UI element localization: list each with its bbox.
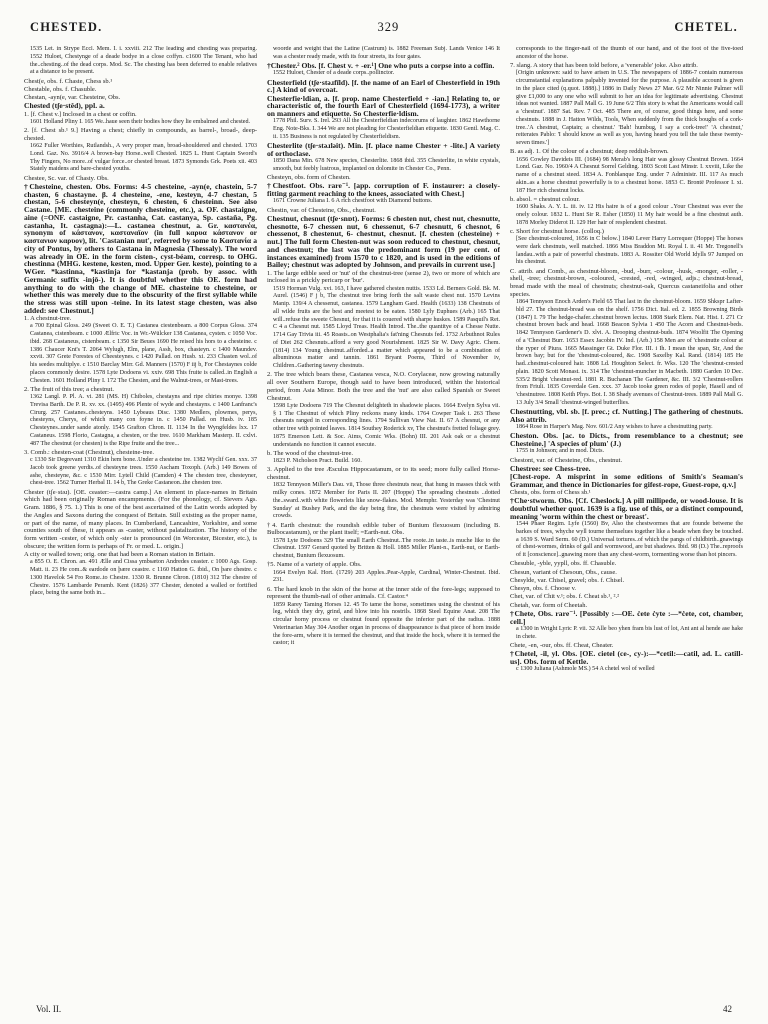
dictionary-entry: Chesterfie·ldian, a. [f. prop. name Chesterfield + -ian.] Relating to, or characteristic of, the fourth Earl of Chesterfield (1694-1773), a writer on manners and etiquette. So Chesterfie·ldism. xyxy=(267,93,500,118)
definition-paragraph: 7. slang. A story that has been told before, a 'venerable' joke. Also attrib. xyxy=(510,62,698,69)
definition-paragraph: Chester (tʃe·stəɹ). [OE. ceaster:—castra camp.] An element in place-names in Britain which had been originally Roman encampments. (For the phonology, cf. Sievers Ags. Gram. 1886, § 75. 1.) This is one of the best ascertained of the Latin words adopted by the Angles and Saxons during the conquest of Britain. Still existing as the proper name, or part of the name, of many places. In Cumberland, Lancashire, Yorkshire, and some counties south of these, it appears as -caster, without palatalization. The history of the form written -cester, of which only -ster is pronounced (in Worcester, Bicester, etc.), is obscure; the written form is perhaps of Fr. or med. L. origin.] xyxy=(24,488,257,550)
running-header xyxy=(24,20,744,42)
definition-paragraph: Chesteyn, obs. form of Chesten. xyxy=(267,174,351,181)
definition-paragraph: Chesuble, -yble, yypll, obs. ff. Chasuble. xyxy=(510,560,617,568)
column-1 xyxy=(24,46,257,996)
definition-paragraph: Chest(e, obs. f. Chaste, Chess sb.¹ xyxy=(24,77,113,85)
definition-paragraph: Chestin, var. of Chesteine, Obs., chestnut. xyxy=(267,206,376,214)
definition-paragraph: Chestee, Sc. var. of Chasty. Obs. xyxy=(24,174,109,182)
quotation-block: 1598 Lyte Dodoens 719 The Chesnut delighteth in shadowie places. 1664 Evelyn Sylva vii. § 1 The Chestnut of which Pliny reckons many kinds. 1764 Cowper Task i. 263 These chesnuts ranged in corresponding lines. 1794 Sullivan View Nat. II. 67 A chesnut, or any other tree with pointed leaves. 1814 Southey Roderick xv, The chestnut's fretted foliage grey. 1875 Emerson Lett. & Soc. Aims, Comic Wks. (Bohn) III. 201 Ask oak or a chestnut understands no function it cannot execute. xyxy=(273,402,500,448)
definition-paragraph: A city or walled town; orig. one that had been a Roman station in Britain. xyxy=(24,551,215,558)
definition-paragraph: 2. The fruit of this tree; a chestnut. xyxy=(24,385,114,393)
quotation-block: 1778 Phil. Surv. S. Irel. 293 All the Chesterfieldian indecorums of laughter. 1862 Hawthorne Eng. Note-Bks. I. 344 We are not pleading for Chesterfieldian etiquette. 1830 Gentl. Mag. C. ii. 135 Business is not regulated by Chesterfieldism. xyxy=(273,118,500,140)
quotation-block: 1535 Let. in Strype Eccl. Mem. I. i. xxviii. 212 The leading and chesting was preparing. 1552 Huloet, Chestynge of a deade bodye in a close coffyn. c1600 The Tenant, who had the..chesting..of the dead corps. Mod. Sc. The chesting has been deferred to enable relatives at a distance to be present. xyxy=(30,46,257,76)
definition-paragraph: 3. Applied to the tree Æsculus Hippocastanum, or to its seed; more fully called Horse-chestnut. xyxy=(267,466,500,481)
quotation-block: 1552 Huloet, Chester of a deade corps..pollinctor. xyxy=(273,70,395,77)
definition-paragraph: 6. The hard knob in the skin of the horse at the inner side of the fore-legs; supposed to represent the thumb-nail of other animals. Cf. Castor.⁴ xyxy=(267,585,500,601)
quotation-block: 1544 Phaer Regim. Lyfe (1560) Bv, Also the chestwormes that are founde betwene the barkes of trees, whyche wyll tourne themselues together like a beade when they be touched. a 1639 S. Ward Serm. 60 (D.) Universal tortures..of which the pangs of childbirth..gnawings of chest-wormes, drinks of gall and wormwood, are but shadows. Ibid. 98 (D.) The..reproofs of it [conscience]..gnawing more than any chest-worm, tormenting worse than hot pincers. xyxy=(516,521,743,558)
dictionary-entry: Chestnut, chesnut (tʃe·snɒt). Forms: 6 chesten nut, chest nut, chesnutte, chesnotte, 6-7 chessen nut, 6 chessenut, 6-7 chesnutt, 6 chesnot, 6 chessenot, 8 chestenut, 6- chestnut, chesnut. [f. chesten (chesteine) + nut.] The full form Chesten-nut was soon reduced to chestnut, chesnut, and chestnut; the last was the predominant form (19 per cent. of instances examined) from 1570 to c 1820, and is used in the editions of Bailey; chestnut was adopted by Johnson, and prevails in current use.] xyxy=(267,213,500,270)
quotation-block: 1859 Rarey Taming Horses 12. 45 To tame the horse, sometimes using the chestnut of his leg, which they dry, grind, and blow into his nostrils. 1868 Steel Equine Anat. 208 The circular horny process or chestnut found opposite the inferior part of the radius. 1888 Veterinarian May 304 Another organ in process of disappearance is that piece of horn inside the fore-arm, where it is termed the chestnut, and that inside the hock, where it is termed the castor; it xyxy=(273,601,500,647)
quotation-block: 1362 Langl. P. Pl. A. vi. 281 (MS. H) Chiboles, chestayns and ripe chiries monye. 1398 Trevisa Barth. De P. R. xv. xx. (1495) 496 Plente of wyde and chestayns. c 1400 Lanfranc's Cirurg. 257 Castanes..chesteyns. 1450 Lybeaus Disc. 1380 Medlers, plowmes, perys, chesteyns, Cherys, of which many con foyne in. c 1450 Pallad. on Husb. iv. 185 Chesteynes..under sande atonly. 1545 Grafton Chron. II. 1134 In the Wyngfeldes lxx. 17 Castaneus. 1598 Florio, Castagna, a chesten, or the tree. 1610 Markham Masterp. II. cxlvi. 487 The chestnut (or chesten) is the Ripe fruite and the tree... xyxy=(30,394,257,447)
dictionary-entry: Chested (tʃe·stĕd), ppl. a. xyxy=(24,101,105,111)
sheet-signature: 42 xyxy=(723,1004,732,1014)
definition-paragraph: 1. [f. Chest v.] Inclosed in a chest or coffin. xyxy=(24,110,137,118)
definition-paragraph: b. absol. = chestnut colour. xyxy=(510,195,580,203)
definition-paragraph: Chesylde, var. Chisel, gravel; obs. f. Chisel. xyxy=(510,576,625,584)
definition-paragraph: †5. Name of a variety of apple. Obs. xyxy=(267,561,362,569)
definition-paragraph: C. attrib. and Comb., as chestnut-bloom, -bud, -burr, -colour, -husk, -monger, -roller, -shell, -tree; chestnut-brown, -coloured, -crested, -red, -winged, adjs.; chestnut-bread, bread made with the meal of chestnuts; chestnut-oak, Quercus castaneifolia and other species. xyxy=(510,267,743,298)
column-3 xyxy=(510,46,743,996)
dictionary-entry: Chestree: see Chess-tree. xyxy=(510,463,591,473)
definition-paragraph: Chesyn, obs. f. Choose v. xyxy=(510,585,577,592)
quotation-block: [See chestnut-coloured, 1656 in C below.] 1840 Lever Harry Lorrequer (Hoppe) The horses were dark chestnuts, well matched. 1866 Miss Braddon Mt. Royal I. ii. 41 Mr. Tregonell's landau..with a pair of powerful chestnuts. 1883 A. Rossiter Old World Idylls 97 Jumped on his chestnut. xyxy=(516,236,743,266)
quotation-block: c 1300 Juliana (Ashmole MS.) 54 A chetel wol of welled xyxy=(516,666,655,672)
definition-paragraph: Chete, -en, -our, obs. ff. Cheat, Cheater. xyxy=(510,641,614,649)
dictionary-entry: †Che·stworm. Obs. [Cf. Cheslock.] A pill millipede, or wood-louse. It is doubtful whether quot. 1639 is a fig. use of this, or a distinct compound, meaning 'worm within the chest or breast'. xyxy=(510,496,743,521)
definition-paragraph: B. as adj. 1. Of the colour of a chestnut; deep reddish-brown. xyxy=(510,148,669,156)
definition-paragraph: 2. [f. Chest sb.¹ 9.] Having a chest; chiefly in compounds, as barrel-, broad-, deep-chested. xyxy=(24,127,257,142)
quotation-block: 1850 Dana Min. 678 New species, Chesterlite. 1868 ibid. 355 Chesterlite, in white crystals, smooth, but feebly lustrous, implanted on dolomite in Chester Co., Penn. xyxy=(273,158,500,172)
quotation-block: 1864 Tennyson Enoch Arden's Field 65 That last in the chestnut-bloom. 1659 Shkspr Lafter-bld 27. The chestnut-bread was on the shelf. 1756 Dict. Ital. ed. 2. 1855 Browning Birds (1847) I. 79 The hedge-chafer..chestnut brown lectus. 1808 Stark Elem. Nat. Hist. I. 271 Cr chestnut brown back and head. 1668 Beacon Sylvia 1 450 The Acorn and Chestnut-beds. 1842 Tennyson Gardener's D. xlvi. A. Drooping chestnut-buds. 1874 Woolfit The Opening of a 'Chestnut Burr. 1653 Essex Jacobin IV. Ind. (Arb.) 158 Men are of 'chestnutte colour at the ryper of Piura. 1665 Massinger Gt. Duke Flor. III. i Ih. I mean the span, Sir, And the brown bay; but for the 'chestnut-coloured, &c. 1908 Saxelby Kal. Rand. (1814) 185 He had..chestnut-coloured hair. 1808 Ld. Houghton Select. fr. Wks. 120 The 'chestnut-crested plain. 1820 Scott Monast. ix. 314 The 'chestnut-muncher in Macbeth. 1880 Garden 10 Dec. 535/2 Bright 'chestnut-red. 1881 R. Buchanan The Gardener, &c. III. 3/2 'Chestnut-rollers from Friuli. 1835 Coverdale Gen. xxx. 37 Jacob tooke green rodes of pople, Hasell and of 'chestnutree. 1808 Keith Phys. Bot. I. 38 Shady avenues of Chestnut-trees. 1889 Pall Mall G. 13 July 3/4 Small 'chestnut-winged butterflies. xyxy=(516,299,743,406)
dictionary-entry: †Chester.² Obs. [f. Chest v. + -er.¹] One who puts a corpse into a coffin. xyxy=(267,61,495,70)
definition-paragraph: 2. The tree which bears these, Castanea vesca, N.O. Corylaceæ, now growing naturally all over Southern Europe, though said to have been introduced, within the historical period, from Asia Minor. Both the tree and the 'nut' are also called Spanish or Sweet Chestnut. xyxy=(267,371,500,402)
dictionary-entry: Chestnutting, vbl. sb. [f. prec.; cf. Nutting.] The gathering of chestnuts. Also attrib. xyxy=(510,407,743,424)
quotation-block: 1823 P. Nicholson Pract. Build. 160. xyxy=(273,458,362,464)
definition-paragraph: 1. A chestnut-tree. xyxy=(24,315,72,322)
quotation-block: 1671 Crowne Juliana I. 6 A rich chestfoot with Diamond buttons. xyxy=(273,198,433,205)
definition-paragraph: 1. The large edible seed or 'nut' of the chestnut-tree (sense 2), two or more of which are inclosed in a prickly pericarp or 'bur'. xyxy=(267,269,500,285)
dictionary-entry: Chesterfield (tʃe·stəɹfīld). [f. the name of an Earl of Chesterfield in 19th c.] A kind of overcoat. xyxy=(267,77,500,95)
dictionary-entry: †Chete, Obs. rare⁻¹. [Possibly :—OE. ċete ċyte :—*ċete, cot, chamber, cell.] xyxy=(510,608,743,626)
definition-paragraph: Chetah, var. form of Cheetah. xyxy=(510,601,588,609)
quotation-block: c 1330 Sir Degrevant 1310 Ekin hem bone..Under a chesteine tre. 1382 Wyclif Gen. xxx. 37 Jacob took greene yerdis..of chesteyne trees. 1550 Ascham Toxoph. (Arb.) 149 Bowes of ashe, chesteyne, &c. c 1530 Mirr. Lytell Child (Camden) 4 The chesten tree, chesteyner, chest-tree. 1562 Turner Herbal II. 14 b, The Greke Castaneon..the chesten tree. xyxy=(30,457,257,487)
quotation-block: 1601 Holland Pliny I. 165 We..haue seen their bodies how they lie embalmed and chested. xyxy=(30,118,251,125)
quotation-block: 1832 Tennyson Miller's Dau. vii, Those three chestnuts near, that hung in masses thick with milky cones. 1872 Member for Paris II. 207 (Hoppe) The spreading chestnuts ..dotted the..sward..with white flowerlets like snow-flakes. Mod. Memphr. Yesterday was 'Chestnut Sunday' at Bushey Park, and the day being fine, the chestnuts were visited by admiring crowds. xyxy=(273,482,500,520)
definition-paragraph: Chests, obs. form of Chess sb.¹ xyxy=(510,489,591,496)
header-right-headword: CHETEL. xyxy=(674,20,738,34)
quotation-block: 1664 Evelyn Kal. Hort. (1729) 203 Apples..Pear-Apple, Cardinal, Winter-Chestnut. Ibid. 231. xyxy=(273,569,500,584)
quotation-block: 1519 Horman Vulg. xvi. 163, I have gathered chesten nuttis. 1533 Ld. Berners Gold. Bk. M. Aurel. (1546) F j b, The chestnut tree bring forth the salt waste chest nut. 1570 Levins Manip. 139/4 A chessenut, castanea. 1579 Langham Gard. Health (1633) 138 Chestnuts of all wilde fruits are the best and meetest to be eaten. 1580 Lyly Euphues (Arb.) 165 That will..refuse the sweete Chesnut, for that it is couered with sharpe huskes. 1589 Pasquil's Ret. C 4 a Chesnut nut. 1585 Lloyd Treas. Health Introd. The..the quantitye of a Chesse Nutte. 1714 Gay Trivia iii. 45 Roasts..on Westphalia's fat'ning Chesnuts fed. 1732 Arbuthnot Rules of Diet 262 Chesnuts..afford a very good Nourishment. 1825 Sir W. Davy Agric. Chem. (1814) 134 Young chestnut..afforded..a matter which appeared to be a combination of albuminous matter and tannin. 1861 Bryant Poems, Third of November iv, Children..Gathering tawny chestnuts. xyxy=(273,285,500,369)
dictionary-entry: [Chest-rope. A misprint in some editions of Smith's Seaman's Grammar, and thence in Dictionaries for gifest-rope, Guest-rope, q.v.] xyxy=(510,472,743,489)
dictionary-entry: †Chestfoot. Obs. rare⁻¹. [app. corruption of F. instaurer: a closely-fitting garment reaching to the knees, associated with Chest.] xyxy=(267,181,500,198)
quotation-block: a 1300 in Wright Lyric P. vii. 32 Alle beo yhen fram bis lust of lot, Ant ant al hende ase hake in chete. xyxy=(516,625,743,640)
quotation-block: corresponds to the finger-nail of the thumb of our hand, and of the foot of the five-toed ancestor of the horse. xyxy=(516,46,743,60)
dictionary-entry: †Chetel, -il, yl. Obs. [OE. cietel (ce-, cy-):—*cetil:—catil, ad. L. catill-us]. Obs. form of Kettle. xyxy=(510,649,743,666)
definition-paragraph: 3. Comb.: chesten-coat (Chestnut), chesteine-tree. xyxy=(24,448,154,456)
definition-paragraph: Chet, var. of Chit v.¹; obs. f. Cheat sb.¹, ².² xyxy=(510,593,620,601)
quotation-block: 1662 Fuller Worthies, Rutlandsh., A very proper man, broad-shouldered and chested. 1703 Lond. Gaz. No. 3916/4 A brown-bay Horse..well Chested. 1825 L. Hunt Captain Sword's Thy Fingers, No more..of vulgar force..or chested breast. 1873 Symonds Grk. Poets xii. 403 Stately maidens and bare-chested youths. xyxy=(30,143,257,173)
definition-paragraph: Chestan, -ayn(e, var. Chesteine, Obs. xyxy=(24,94,121,101)
quotation-block: a 700 Epinal Gloss. 249 (Sweet O. E. T.) Castanea ciestenbeam. a 800 Corpus Gloss. 374 Castanea, cistenbeam. c 1000 Ælfric Voc. in Wr.-Wülcker 138 Castanea, cysten. c 1050 Voc. ibid. 268 Castaneus, cistenbeam. c 1350 Sir Beues 1690 He reised his hors to a chesteine. c 1386 Chaucer Knt's T. 2064 Wylugh, Elm, plane, Assh, box, chasteyn. c 1400 Maundev. xxvii. 307 Grete Forestes of Cheesteynes. c 1420 Pallad. on Husb. xi. 233 Chasten wol..of his seedes multiplye. c 1510 Barclay Mirr. Gd. Manners (1570) F iij b, For Chestaynes colde places commonly desire. 1578 Lyte Dodoens vi. xxiv. 698 This fruite is called..in English a Chesten. 1601 Holland Pliny I. 172 The Chesten, and the Walnut-trees, or Mast-trees. xyxy=(30,323,257,384)
quotation-block: [Origin unknown: said to have arisen in U.S. The newspapers of 1886-7 contain numerous circumstantial explanations palpably invented for the purpose. A plausible account is given in the place cited (q.quot. 1888).] 1886 in Daily News 27 Mar. 6/2 Mr Ninnie Palmer will give £1,000 to any one who will submit to her an idea for legitimate advertising. Chestnut ideas not wanted. 1887 Pall Mall G. 19 June 6/2 This story is what the Americans would call a 'chestnut'. 1887 Sat. Rev. 7 Oct. 485 There are, of course, good things here, and some chestnuts. 1888 in J. Hatton Wilds, Tools, When suddenly from the thick boughs of a cork-tree..'A chestnut, Captain; a chestnut.' 'Bah! humbug, I say a cork-tree!' 'A chestnut,' reiterates Pablo: 'I should know as well as you, having heard you tell the tale these twenty-seven times.'] xyxy=(516,70,743,146)
column-2 xyxy=(267,46,500,996)
quotation-block: 1755 in Johnson; and in mod. Dicts. xyxy=(516,448,605,455)
definition-paragraph: Chesun, variant of Chesoun, Obs., cause. xyxy=(510,568,617,576)
page-number: 329 xyxy=(377,20,400,34)
columns xyxy=(24,46,744,996)
definition-paragraph: †4. Earth chestnut: the roundish edible tuber of Bunium flexuosum (including B. Bulbocastanum), or the plant itself; =Earth-nut. Obs. xyxy=(267,521,500,537)
definition-paragraph: c. Short for chestnut horse. (colloq.) xyxy=(510,227,604,235)
definition-paragraph: Chestont, var. of Chesteine, Obs., chestnut. xyxy=(510,456,623,464)
dictionary-entry: Chesterlite (tʃe·stəɹləit). Min. [f. place name Chester + -lite.] A variety of orthoclase. xyxy=(267,141,500,158)
quotation-block: 1578 Lyte Dodoens 329 The small Earth Chestnut..The roote..in taste..is muche like to the Chestnut. 1597 Gerard quoted by Britten & Holl. 1885 Miller Plant-n., Earth-nut, or Earth-chestnut, Bunium flexuosum. xyxy=(273,537,500,559)
quotation-block: 1656 Cowley Davideis III. (1684) 98 Merab's long Hair was glossy Chestnut Brown. 1664 Lond. Gaz. No. 1960/4 A Chesnut Sorrel Gelding. 1803 Scott Last Minstr. I. xxviii, Like the name of a chestnut steed. 1834 A. Fonblanque Eng. under 7 Administr. III. 117 As much akin..as a horse chestnut powerfully is to a chestnut horse. 1853 C. Brontë Professor I. xi. 187 Her rich chestnut locks. xyxy=(516,156,743,194)
quotation-block: 1864 Rose in Harper's Mag. Nov. 601/2 Any wishes to have a chestnutting party. xyxy=(516,424,713,430)
header-left-headword: CHESTED. xyxy=(30,20,103,34)
volume-signature: Vol. II. xyxy=(36,1004,62,1014)
dictionary-entry: †Chesteine, chesten. Obs. Forms: 4-5 chesteine, -ayn(e, chastein, 5-7 chasten, 6 chastayne. β. 4 chesteine, -ene, kesteyn, 4-7 chestan, 5 chestan, 5-6 chesteyn(e, chesteyn, 6 chesten, 6 chesteinn. See also Castane. [ME. chesteine (commonly chesteine, etc.), a. OF. chastaigne, aine (=ONF. castaigne, Pr. castanha, Cat. castanya, Sp. castaña, Pg. castanha, It. castagna):—L. castanea chestnut, a. Gr. καστανέα, synonym of κάστανον, κασταναϊον (in full καρυα κάστανον or καστανιον καρυον), lit. 'Castanian nut', referred by some to Καστανία a city of Pontus, by others to Castana in Magnesia (Thessaly). The word was already in OE. in the form cisten-, cyst-béam, corresp. to OHG. chestinna (MHG. kestene, kesten, mod. Upper Ger. keste), pointing to a WGer. *kastinna, *kastinja for *kastanja (prob. by assoc. with Germanic suffix -injō-). It is doubtful whether this OE. form had anything to do with the change of ME. chasteine to chesteine, or whether this was merely due to the obscurity of the first syllable while the stress was still upon -teine. In its latest stage chesten, was also added: see Chestnut.] xyxy=(24,181,257,315)
definition-paragraph: Chestable, obs. f. Chasuble. xyxy=(24,85,97,93)
quotation-block: a 855 O. E. Chron. an. 491 Ælle and Cissa ymbsæton Andredes ceaster. c 1000 Ags. Gosp. Matt. ii. 23 He com..& eardode on þære ceastre. c 1160 Hatton G. ibid., On þare chestre. c 1300 Havelok 54 Fro Rome..to Chestre. 1330 R. Brunne Chron. (1810) 312 The chestre of Chestre. 1576 Lambarde Peramb. Kent (1826) 377 Chester, denoted a walled or fortified place, being the same both in... xyxy=(30,559,257,597)
definition-paragraph: b. The wood of the chestnut-tree. xyxy=(267,449,353,457)
dictionary-entry: Cheston. Obs. [ac. to Dicts., from resemblance to a chestnut; see Chesteine.] 'A species of plum' (J.) xyxy=(510,431,743,448)
quotation-block: woorde and weight that the Latine (Castrum) is. 1882 Freeman Subj. Lands Venice 146 It was a chester ready made, with its four streets, its four gates. xyxy=(273,46,500,60)
page-footer xyxy=(24,1004,744,1014)
quotation-block: 1600 Shaks. A. Y. L. iii. iv. 12 His haire is of a good colour ..Your Chestnut was ever the onely colour. 1832 L. Hunt Sir R. Esher (1850) 11 My hair would be a fine chestnut auth. 1878 Morley Diderot II. 129 Her hair of resplendent chestnut. xyxy=(516,204,743,226)
